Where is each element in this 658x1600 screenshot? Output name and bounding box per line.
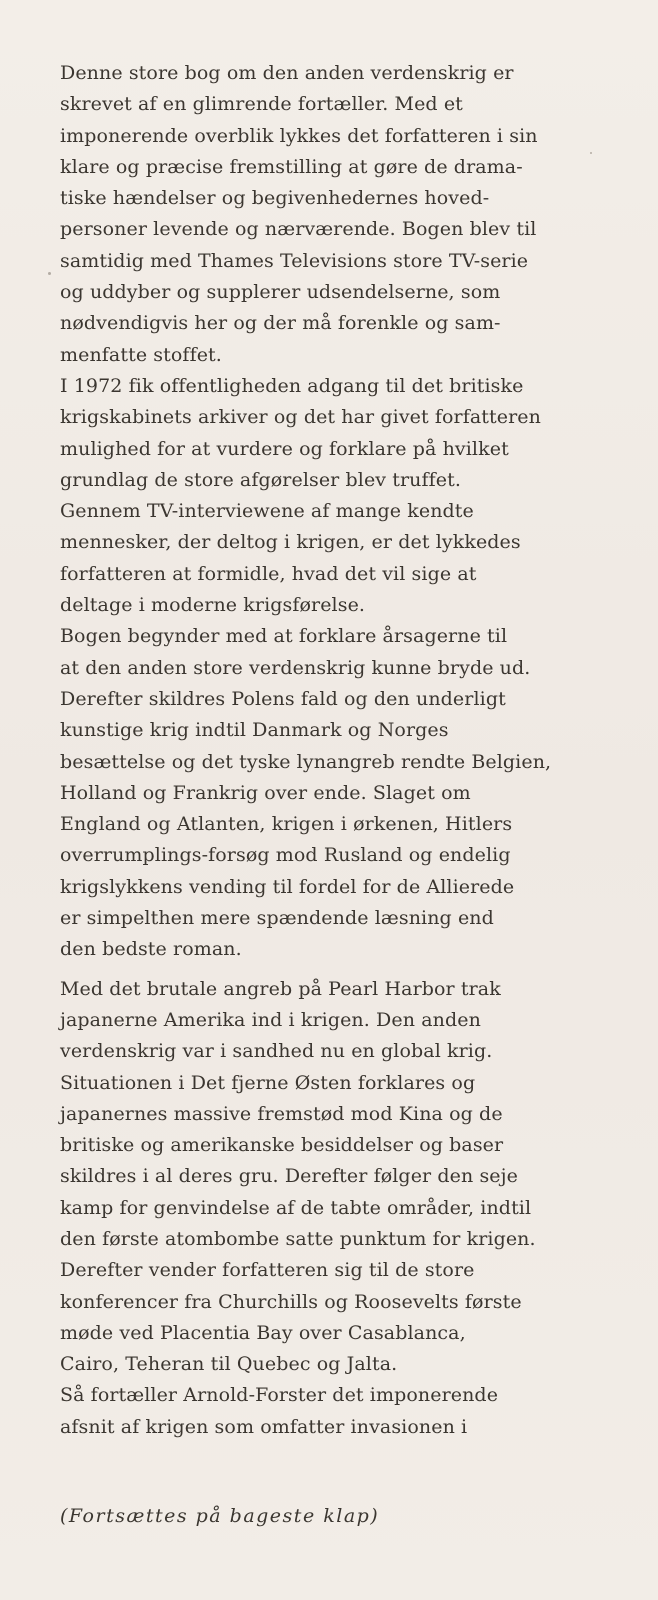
text-line: Holland og Frankrig over ende. Slaget om	[60, 781, 471, 804]
text-line: japanernes massive fremstød mod Kina og de	[60, 1102, 503, 1125]
text-line: den bedste roman.	[60, 938, 242, 961]
continuation-note: (Fortsættes på bageste klap)	[60, 1505, 380, 1527]
text-line: klare og præcise fremstilling at gøre de drama-	[60, 155, 523, 178]
text-line: tiske hændelser og begivenhedernes hoved-	[60, 187, 490, 210]
text-line: den første atombombe satte punktum for krigen.	[60, 1227, 536, 1250]
text-line: japanerne Amerika ind i krigen. Den anden	[60, 1008, 481, 1031]
paragraph-archives	[60, 371, 630, 621]
text-line: Gennem TV-interviewene af mange kendte	[60, 500, 474, 523]
text-line: I 1972 fik offentligheden adgang til det britiske	[60, 374, 524, 397]
paragraph-europe	[60, 621, 630, 965]
text-line: mulighed for at vurdere og forklare på hvilket	[60, 437, 509, 460]
text-line: nødvendigvis her og der må forenkle og sam-	[60, 312, 501, 335]
text-line: Så fortæller Arnold-Forster det imponerende	[60, 1384, 499, 1407]
text-line: Situationen i Det fjerne Østen forklares og	[60, 1071, 476, 1094]
text-line: konferencer fra Churchills og Roosevelts første	[60, 1290, 522, 1313]
body-text	[60, 58, 630, 1443]
text-line: Denne store bog om den anden verdenskrig er	[60, 62, 514, 84]
text-line: forfatteren at formidle, hvad det vil sige at	[60, 562, 477, 585]
text-line: grundlag de store afgørelser blev truffet.	[60, 468, 462, 491]
text-line: Derefter skildres Polens fald og den underligt	[60, 687, 506, 710]
paragraph-conferences	[60, 1255, 630, 1380]
text-line: skrevet af en glimrende fortæller. Med et	[60, 93, 463, 116]
text-line: og uddyber og supplerer udsendelserne, som	[60, 281, 501, 304]
paper-speck	[590, 152, 592, 154]
text-line: kunstige krig indtil Danmark og Norges	[60, 719, 449, 742]
text-line: mennesker, der deltog i krigen, er det lykkedes	[60, 531, 521, 554]
text-line: kamp for genvindelse af de tabte områder, indtil	[60, 1196, 532, 1219]
text-line: er simpelthen mere spændende læsning end	[60, 907, 494, 930]
text-line: England og Atlanten, krigen i ørkenen, Hitlers	[60, 813, 513, 836]
text-line: Cairo, Teheran til Quebec og Jalta.	[60, 1353, 398, 1376]
paragraph-pacific	[60, 974, 630, 1256]
text-line: britiske og amerikanske besiddelser og baser	[60, 1134, 504, 1157]
text-line: afsnit af krigen som omfatter invasionen i	[60, 1415, 468, 1438]
text-line: Bogen begynder med at forklare årsagerne til	[60, 625, 508, 648]
text-line: overrumplings-forsøg mod Rusland og endelig	[60, 844, 511, 867]
text-line: samtidig med Thames Televisions store TV-serie	[60, 249, 529, 272]
paper-speck	[48, 272, 51, 275]
text-line: krigskabinets arkiver og det har givet forfatteren	[60, 406, 541, 429]
text-line: besættelse og det tyske lynangreb rendte Belgien,	[60, 750, 552, 773]
text-line: møde ved Placentia Bay over Casablanca,	[60, 1321, 466, 1344]
paragraph-invasion	[60, 1380, 630, 1443]
text-line: verdenskrig var i sandhed nu en global krig.	[60, 1040, 493, 1063]
text-line: personer levende og nærværende. Bogen blev til	[60, 218, 537, 241]
text-line: Med det brutale angreb på Pearl Harbor trak	[60, 977, 501, 1000]
text-line: deltage i moderne krigsførelse.	[60, 594, 366, 617]
text-line: Derefter vender forfatteren sig til de store	[60, 1259, 475, 1282]
text-line: skildres i al deres gru. Derefter følger den seje	[60, 1165, 518, 1188]
text-line: krigslykkens vending til fordel for de Allierede	[60, 875, 515, 898]
text-line: at den anden store verdenskrig kunne bryde ud.	[60, 656, 531, 679]
text-line: imponerende overblik lykkes det forfatteren i sin	[60, 124, 538, 147]
paragraph-intro	[60, 58, 630, 371]
text-line: menfatte stoffet.	[60, 343, 222, 366]
paragraph-spacer	[60, 966, 630, 974]
